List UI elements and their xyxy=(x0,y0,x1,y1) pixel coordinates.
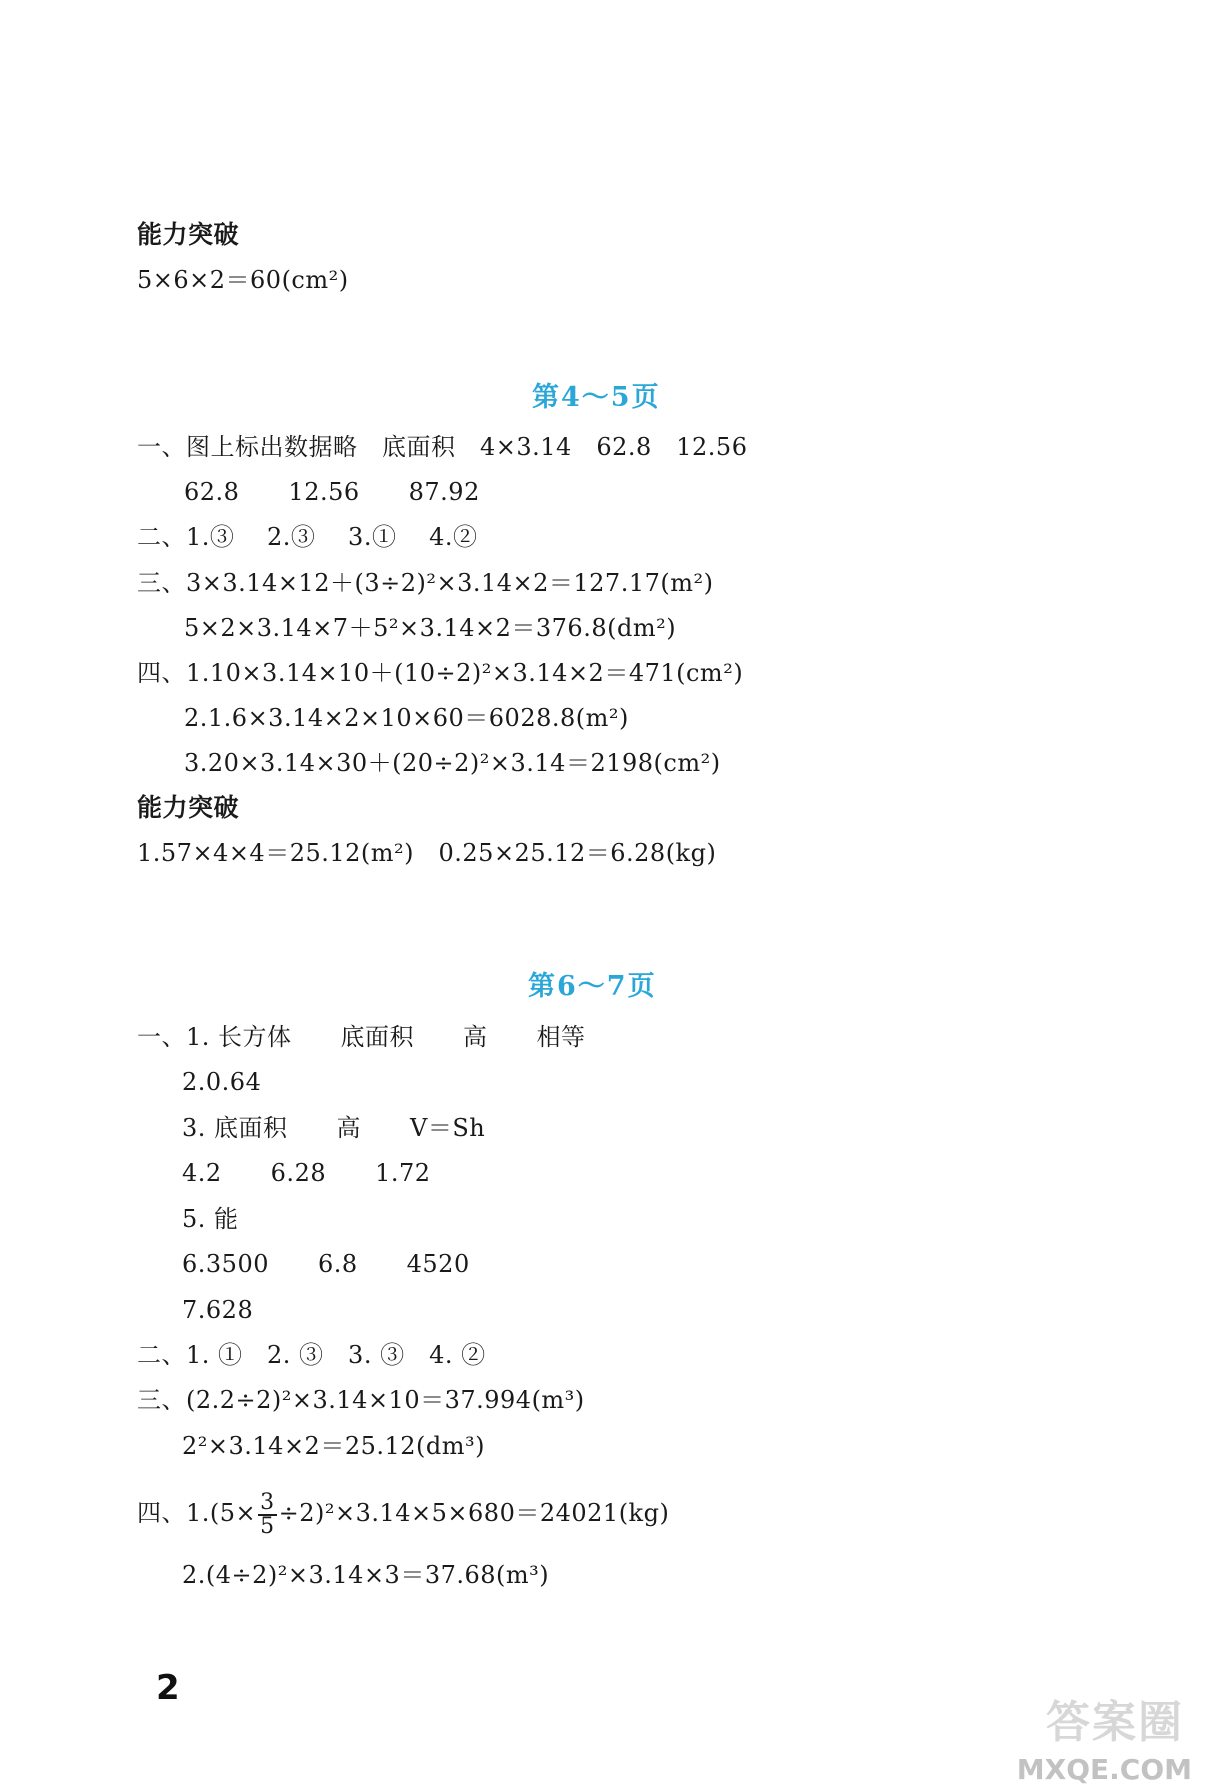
answer-line: 三、3×3.14×12＋(3÷2)²×3.14×2＝127.17(m²) xyxy=(137,569,714,597)
fraction-prefix: 四、1.(5× xyxy=(137,1499,257,1527)
answer-line: 7.628 xyxy=(182,1296,254,1324)
answer-line: 二、1. ① 2. ③ 3. ③ 4. ② xyxy=(137,1341,486,1369)
answer-line: 一、图上标出数据略 底面积 4×3.14 62.8 12.56 xyxy=(137,433,748,461)
answer-line: 2.1.6×3.14×2×10×60＝6028.8(m²) xyxy=(184,704,629,732)
answer-line: 2.0.64 xyxy=(182,1068,262,1096)
answer-line: 2.(4÷2)²×3.14×3＝37.68(m³) xyxy=(182,1561,550,1589)
answer-line: 四、1.10×3.14×10＋(10÷2)²×3.14×2＝471(cm²) xyxy=(137,659,744,687)
watermark-logo: 答案圈 xyxy=(1046,1697,1184,1748)
section-title-p4-5: 第4～5页 xyxy=(532,382,661,413)
answer-line-fraction xyxy=(137,1485,669,1541)
watermark-domain: MXQE.COM xyxy=(1016,1753,1192,1786)
ability-heading-1: 能力突破 xyxy=(137,220,240,249)
answer-line: 5. 能 xyxy=(182,1205,239,1233)
answer-line: 2²×3.14×2＝25.12(dm³) xyxy=(182,1432,485,1460)
fraction xyxy=(258,1489,277,1539)
answer-line: 5×6×2＝60(cm²) xyxy=(137,266,349,294)
answer-line: 6.3500 6.8 4520 xyxy=(182,1250,470,1278)
fraction-suffix: ÷2)²×3.14×5×680＝24021(kg) xyxy=(278,1499,670,1527)
answer-line: 1.57×4×4＝25.12(m²) 0.25×25.12＝6.28(kg) xyxy=(137,839,717,867)
ability-heading-2: 能力突破 xyxy=(137,793,240,822)
fraction-numerator: 3 xyxy=(260,1489,275,1515)
answer-line: 4.2 6.28 1.72 xyxy=(182,1159,431,1187)
answer-line: 三、(2.2÷2)²×3.14×10＝37.994(m³) xyxy=(137,1386,585,1414)
section-title-p6-7: 第6～7页 xyxy=(528,971,657,1002)
answer-line: 一、1. 长方体 底面积 高 相等 xyxy=(137,1023,586,1051)
answer-line: 5×2×3.14×7＋5²×3.14×2＝376.8(dm²) xyxy=(184,614,677,642)
fraction-denominator: 5 xyxy=(260,1513,275,1539)
answer-line: 62.8 12.56 87.92 xyxy=(184,478,480,506)
answer-line: 二、1.③ 2.③ 3.① 4.② xyxy=(137,523,478,551)
answer-line: 3.20×3.14×30＋(20÷2)²×3.14＝2198(cm²) xyxy=(184,749,721,777)
page-number: 2 xyxy=(156,1668,180,1708)
answer-line: 3. 底面积 高 V＝Sh xyxy=(182,1114,486,1142)
